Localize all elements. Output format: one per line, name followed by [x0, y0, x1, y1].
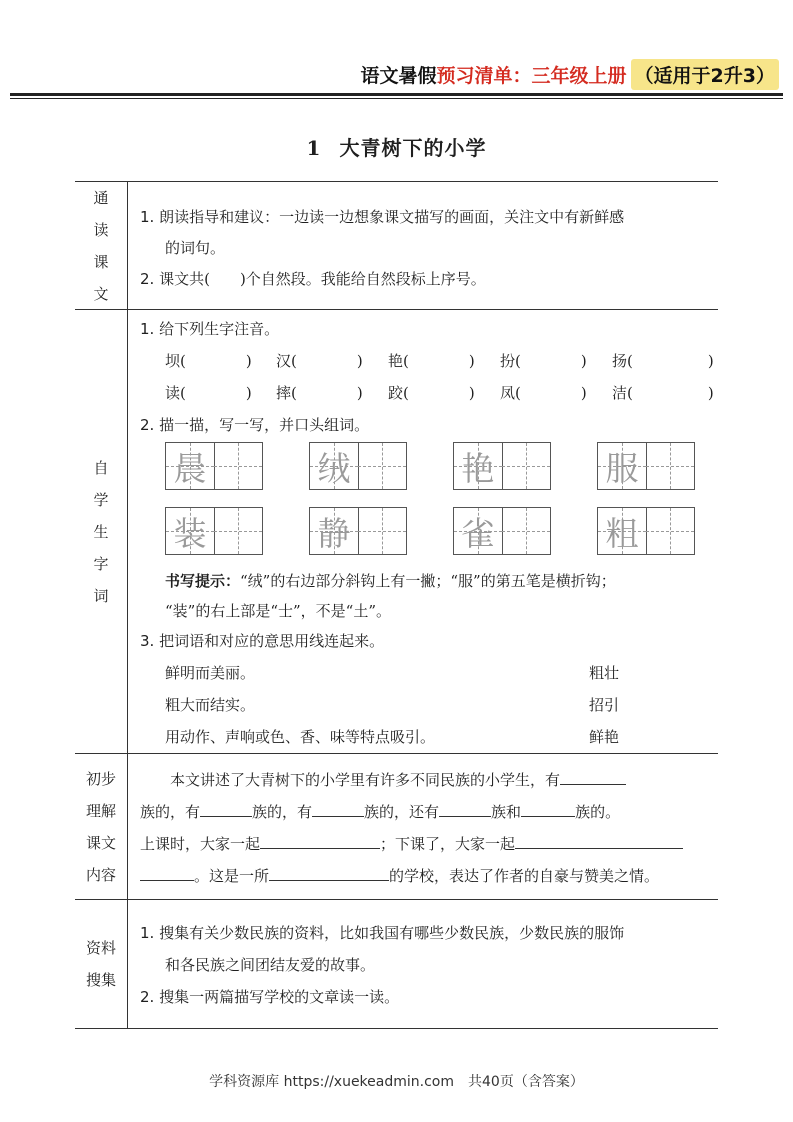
words-q3 — [140, 630, 384, 651]
words-q1 — [140, 318, 279, 339]
lesson-title — [0, 132, 793, 161]
item-number: 2. — [140, 416, 155, 434]
item-text: 把词语和对应的意思用线连起来。 — [159, 632, 385, 650]
pinyin-char: 跤 — [388, 384, 404, 402]
writing-tip — [165, 570, 616, 591]
match-word[interactable]: 粗壮 — [589, 664, 620, 682]
read-item-1 — [140, 206, 624, 227]
page-header — [361, 58, 779, 90]
label-char: 通 — [93, 188, 109, 207]
pinyin-char: 摔 — [276, 384, 292, 402]
fill-blank[interactable] — [260, 832, 380, 849]
item-number: 1. — [140, 320, 155, 338]
tian-box — [358, 508, 406, 554]
tip-label: 书写提示： — [165, 572, 241, 590]
pinyin-char: 艳 — [388, 352, 404, 370]
lesson-number: 1 — [306, 136, 322, 160]
tian-box — [214, 443, 262, 489]
label-char: 自 — [93, 458, 109, 477]
section-label-understand — [75, 754, 128, 899]
writing-tip-cont: “装”的右上部是“士”，不是“土”。 — [165, 602, 392, 620]
fill-text: 族和 — [491, 803, 522, 821]
header-rule-thin — [10, 98, 783, 99]
writing-grid[interactable] — [165, 442, 263, 490]
writing-grid[interactable] — [309, 442, 407, 490]
fill-blank[interactable] — [312, 800, 364, 817]
worksheet-table — [75, 181, 718, 1029]
pinyin-char: 凤 — [500, 384, 516, 402]
pinyin-item[interactable]: 摔( ) — [276, 384, 363, 402]
collect-item-1-cont: 和各民族之间团结友爱的故事。 — [165, 956, 376, 974]
writing-grid[interactable] — [597, 507, 695, 555]
fill-line-3 — [140, 832, 683, 854]
writing-grid[interactable] — [309, 507, 407, 555]
fill-text: 族的，有 — [252, 803, 313, 821]
fill-blank[interactable] — [560, 768, 626, 785]
label-text: 内容 — [85, 865, 116, 884]
label-text: 课文 — [85, 833, 116, 852]
fill-text: 上课时，大家一起 — [140, 835, 261, 853]
item-text: 给下列生字注音。 — [159, 320, 280, 338]
pinyin-char: 汉 — [276, 352, 292, 370]
fill-blank[interactable] — [200, 800, 252, 817]
item-text: 搜集一两篇描写学校的文章读一读。 — [159, 988, 400, 1006]
item-number: 3. — [140, 632, 155, 650]
fill-text: 本文讲述了大青树下的小学里有许多不同民族的小学生，有 — [170, 771, 561, 789]
section-content-words — [128, 310, 718, 753]
lesson-name: 大青树下的小学 — [339, 136, 487, 160]
writing-grid[interactable] — [597, 442, 695, 490]
pinyin-char: 扬 — [612, 352, 628, 370]
match-word[interactable]: 鲜艳 — [589, 728, 620, 746]
label-text: 资料 — [85, 939, 116, 957]
section-content-collect — [128, 900, 718, 1028]
tian-box — [502, 508, 550, 554]
fill-text: 的学校，表达了作者的自豪与赞美之情。 — [389, 867, 660, 885]
section-content-understand — [128, 754, 718, 899]
tian-box — [502, 443, 550, 489]
header-subject: 语文暑假 — [360, 64, 437, 87]
pinyin-char: 读 — [165, 384, 181, 402]
section-collect — [75, 900, 718, 1028]
label-text: 初步 — [85, 769, 116, 788]
label-char: 词 — [93, 586, 109, 605]
writing-grid[interactable] — [453, 442, 551, 490]
pinyin-item[interactable]: 跤( ) — [388, 384, 475, 402]
tian-box — [214, 508, 262, 554]
fill-blank[interactable] — [439, 800, 491, 817]
pinyin-item[interactable]: 洁( ) — [612, 384, 714, 402]
writing-grid[interactable] — [165, 507, 263, 555]
item-text: 搜集有关少数民族的资料，比如我国有哪些少数民族，少数民族的服饰 — [159, 924, 625, 942]
tian-box — [646, 443, 694, 489]
fill-blank[interactable] — [515, 832, 683, 849]
label-char: 读 — [93, 220, 109, 239]
item-text: 朗读指导和建议：一边读一边想象课文描写的画面，关注文中有新鲜感 — [159, 208, 625, 226]
trace-char: 服 — [605, 448, 639, 488]
fill-blank[interactable] — [269, 864, 389, 881]
label-char: 文 — [93, 284, 109, 303]
pinyin-item[interactable]: 坝( ) — [165, 352, 252, 370]
tip-text: “绒”的右边部分斜钩上有一撇；“服”的第五笔是横折钩； — [240, 572, 616, 590]
item-number: 1. — [140, 924, 155, 942]
read-item-1-cont: 的词句。 — [165, 239, 226, 257]
section-label-collect — [75, 900, 128, 1028]
trace-char: 艳 — [461, 448, 495, 488]
pinyin-char: 坝 — [165, 352, 181, 370]
meaning-item[interactable]: 用动作、声响或色、香、味等特点吸引。 — [165, 728, 436, 746]
trace-char: 静 — [317, 513, 351, 553]
pinyin-item[interactable]: 扮( ) — [500, 352, 587, 370]
header-rule-thick — [10, 93, 783, 96]
fill-text: 族的。 — [575, 803, 621, 821]
fill-line-2 — [140, 800, 620, 822]
collect-item-1 — [140, 922, 624, 943]
header-tag: （适用于2升3） — [631, 59, 779, 90]
page-footer: 学科资源库 https://xuekeadmin.com 共40页（含答案） — [209, 1074, 584, 1090]
fill-text: ；下课了，大家一起 — [380, 835, 516, 853]
pinyin-char: 洁 — [612, 384, 628, 402]
item-number: 2. — [140, 988, 155, 1006]
item-number: 1. — [140, 208, 155, 226]
label-text: 搜集 — [85, 971, 116, 989]
trace-char: 粗 — [605, 513, 639, 553]
pinyin-item[interactable]: 汉( ) — [276, 352, 363, 370]
writing-grid[interactable] — [453, 507, 551, 555]
trace-char: 雀 — [461, 513, 495, 553]
pinyin-char: 扮 — [500, 352, 516, 370]
pinyin-item[interactable]: 艳( ) — [388, 352, 475, 370]
fill-text: 。这是一所 — [194, 867, 270, 885]
label-char: 生 — [93, 522, 109, 541]
section-understand — [75, 754, 718, 900]
fill-line-1 — [170, 768, 626, 790]
fill-text: 族的，有 — [140, 803, 201, 821]
tian-box — [646, 508, 694, 554]
section-label-words — [75, 310, 128, 753]
words-q2 — [140, 414, 369, 435]
pinyin-item[interactable]: 扬( ) — [612, 352, 714, 370]
read-item-2 — [140, 268, 486, 289]
meaning-item[interactable]: 鲜明而美丽。 — [165, 664, 256, 682]
trace-char: 绒 — [317, 448, 351, 488]
label-char: 学 — [93, 490, 109, 509]
trace-char: 装 — [173, 513, 207, 553]
section-content-read — [128, 182, 718, 309]
label-char: 课 — [93, 252, 109, 271]
item-text: 课文共( )个自然段。我能给自然段标上序号。 — [159, 270, 486, 288]
fill-line-4 — [140, 864, 659, 886]
header-grade: 预习清单：三年级上册 — [436, 64, 627, 87]
label-char: 字 — [93, 554, 109, 573]
section-label-read — [75, 182, 128, 309]
fill-blank[interactable] — [140, 864, 194, 881]
pinyin-item[interactable]: 凤( ) — [500, 384, 587, 402]
tian-box — [358, 443, 406, 489]
section-read — [75, 182, 718, 310]
item-number: 2. — [140, 270, 155, 288]
item-text: 描一描，写一写，并口头组词。 — [159, 416, 370, 434]
trace-char: 晨 — [173, 448, 207, 488]
match-word[interactable]: 招引 — [589, 696, 620, 714]
section-words — [75, 310, 718, 754]
collect-item-2 — [140, 986, 399, 1007]
meaning-item[interactable]: 粗大而结实。 — [165, 696, 256, 714]
fill-text: 族的，还有 — [364, 803, 440, 821]
pinyin-item[interactable]: 读( ) — [165, 384, 252, 402]
fill-blank[interactable] — [521, 800, 575, 817]
label-text: 理解 — [85, 801, 116, 820]
